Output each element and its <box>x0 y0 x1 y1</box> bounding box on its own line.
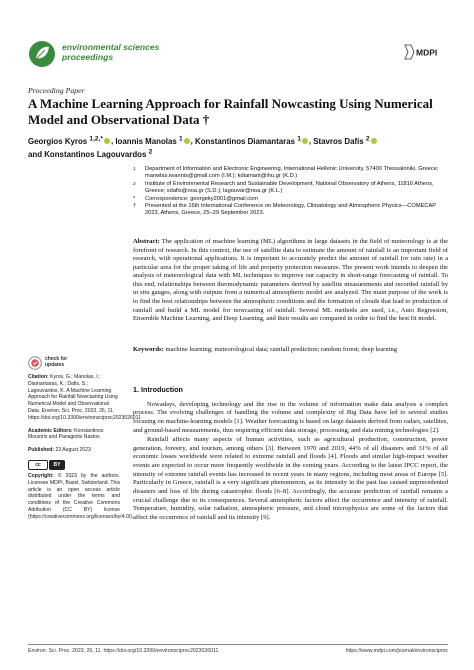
cc-by-license-badge[interactable] <box>28 460 65 470</box>
journal-name: environmental sciences proceedings <box>62 42 160 62</box>
orcid-icon[interactable] <box>371 138 377 144</box>
orcid-icon[interactable] <box>184 138 190 144</box>
affiliation: 2 Institute of Environmental Research and Sustainable Development, National Observatory of Athens, 11810 Athens, Greece; sdafis@noa.gr (S.D.); lagouvar@noa.gr (K.L.) <box>133 180 434 194</box>
journal-logo-icon <box>28 40 56 68</box>
mdpi-logo[interactable] <box>402 42 448 64</box>
article-sidebar <box>28 356 141 527</box>
check-for-updates-button[interactable]: check for updates <box>28 356 120 370</box>
abstract-label: Abstract: <box>133 238 160 245</box>
footer-journal-link[interactable]: https://www.mdpi.com/journal/environsciproc <box>345 648 448 654</box>
paragraph: Nowadays, developing technology and the rise in the volume of information make data analysis a complex process. The evolving challenges of handling the volume and complexity of Big Data have led to several studies focusing on machine-learning models [1]. Weather forecasting is based on large datasets derived from radars, satellites, and ground-based measurements, thus requiring efficient data storage, processing, and data mining technologies [2]. <box>133 400 448 434</box>
footer-citation[interactable]: Environ. Sci. Proc. 2023, 26, 11. https://doi.org/10.3390/environsciproc2023026011 <box>28 648 219 654</box>
journal-header <box>28 38 448 72</box>
affiliations <box>133 166 448 218</box>
copyright-block: Copyright: © 2023 by the authors. Licensee MDPI, Basel, Switzerland. This article is an open access article distributed under the terms and conditions of the Creative Commons Attribution (CC BY) license (https://creativecommons.org/licenses/by/4.0/). <box>28 472 134 520</box>
section-heading: 1. Introduction <box>133 385 183 394</box>
cc-icon: cc <box>28 460 48 470</box>
author[interactable]: Ioannis Manolas $^1$ <box>115 137 190 146</box>
check-updates-icon <box>28 356 42 370</box>
article-title: A Machine Learning Approach for Rainfall Nowcasting Using Numerical Model and Observational Data † <box>28 96 433 127</box>
author[interactable]: and Konstantinos Lagouvardos $^2$ <box>28 148 153 159</box>
page-footer <box>28 644 448 654</box>
article-type: Proceeding Paper <box>28 86 85 95</box>
by-icon: BY <box>49 460 65 470</box>
orcid-icon[interactable] <box>104 138 110 144</box>
editors-block: Academic Editors: Konstantinos Moustris and Panagiotis Nastos <box>28 427 104 441</box>
introduction-section <box>133 386 448 523</box>
keywords <box>133 346 448 355</box>
abstract-text: The application of machine learning (ML) algorithms in large datasets in the field of meteorology is at the forefront of research. In this context, the use of satellite data to estimate the amount of rainfall is an important field of research, with operational applications. It is important to accurately predict the amount of rainfall (or rain rate) in a particular area for the proper taking of life and property protection measures. The present work intends to deepen the analysis of meteorological data with ML techniques to improve our capacity in short-range forecasting of rainfall. To this end, relationships between thermodynamic parameters derived by satellite measurements and recorded rainfall by in situ gauges, along with outputs from a numerical atmospheric model are analyzed. The main purpose of the work is to find the best relationships between the atmospheric conditions and the formation of clouds that lead to production of rainfall and build a ML model for nowcasting of rainfall. Several ML methods are used, i.e., Auto Regression, Ensemble Machine Learning, and Deep Learning, and their results are compared in order to find the best fit model. <box>133 238 448 323</box>
svg-text:MDPI: MDPI <box>416 47 438 58</box>
orcid-icon[interactable] <box>302 138 308 144</box>
keywords-label: Keywords: <box>133 346 164 353</box>
citation-block: Citation: Kyros, G.; Manolas, I.; Diamantaras, K.; Dafis, S.; Lagouvardos, K. A Machine Learning Approach for Rainfall Nowcasting Using Numerical Model and Observational Data. Environ. Sci. Proc. 2023, 26, 11. https://doi.org/10.3390/environsciproc2023026011 <box>28 374 141 421</box>
published-block: Published: 23 August 2023 <box>28 447 91 454</box>
abstract <box>133 238 448 324</box>
author-list: Georgios Kyros $^{1,2,*}$ , Ioannis Manolas $^1$ , Konstantinos Diamantaras $^1$ , Stavros Dafis $^2$ and Konstantinos Lagouvardos $^2$ <box>28 134 448 160</box>
affiliation: 1 Department of Information and Electronic Engineering, International Hellenic University, 57400 Thessaloniki, Greece; manwlas.iwannis@gmail.com (I.M.); kdiamant@ihu.gr (K.D.) <box>133 166 439 180</box>
author[interactable]: Stavros Dafis $^2$ <box>313 137 377 146</box>
affiliation: † Presented at the 16th International Conference on Meteorology, Climatology and Atmospheric Physics—COMECAP 2023, Athens, Greece, 25–29 September 2023. <box>133 203 436 217</box>
keywords-text: machine learning; meteorological data; rainfall prediction; random forest; deep learning <box>165 346 398 353</box>
affiliation: * Correspondence: georgeky2001@gmail.com <box>133 195 258 202</box>
paragraph: Rainfall affects many aspects of human activities, such as agricultural production, construction, power generation, forestry, and tourism, among others [3]. Between 1970 and 2019, 44% of all disasters and 31% of all economic losses worldwide were related to extreme rainfall and floods [4]. Floods and similar high-impact weather events are expected to occur more frequently worldwide in the coming years. According to the latest IPCC report, the intensity of extreme rainfall events has increased in recent years in many regions, including most areas of Europe [5]. Particularly in Greece, rainfall is a very significant phenomenon, as its intensity in the past has caused unprecedented disasters and loss of life during catastrophic floods [6–8]. Accordingly, the accurate prediction of rainfall remains a crucial challenge due to its consequences. Several atmospheric factors affect the occurrence and intensity of rainfall. Temperature, humidity, solar radiation, atmospheric pressure, and cloud microphysics are some of the factors that affect the occurrence of rainfall and its intensity [9]. <box>133 436 448 521</box>
author[interactable]: Georgios Kyros $^{1,2,*}$ <box>28 137 111 146</box>
author[interactable]: Konstantinos Diamantaras $^1$ <box>195 137 309 146</box>
